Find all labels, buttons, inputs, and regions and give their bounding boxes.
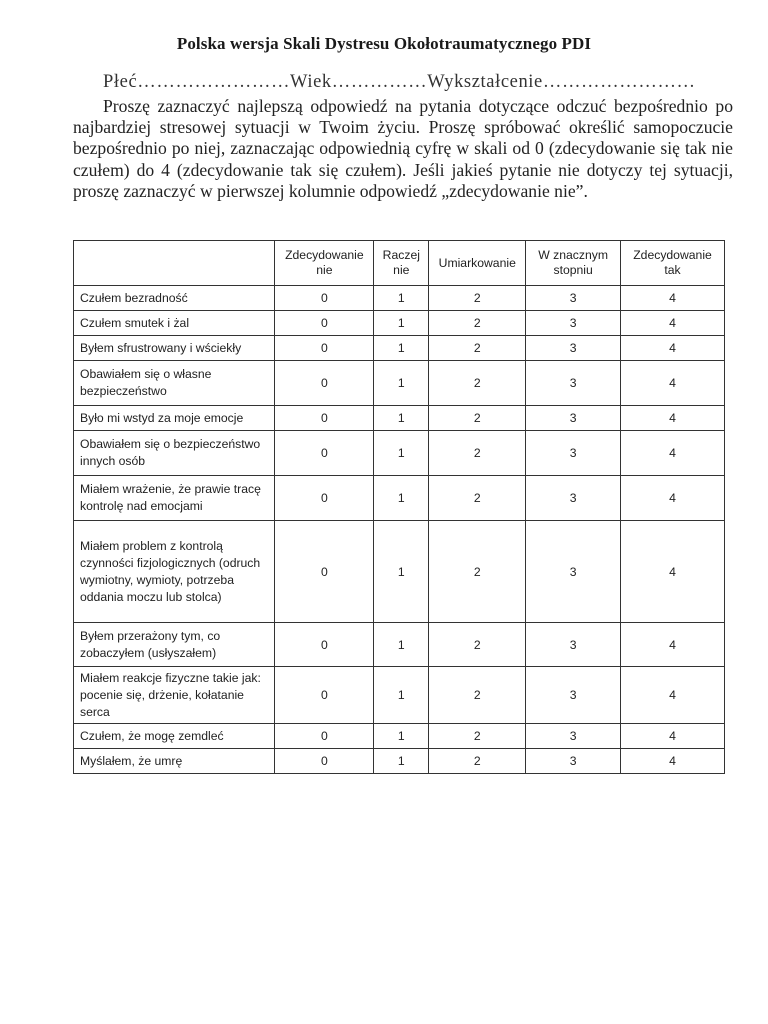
table-row <box>74 431 725 476</box>
item-label: Czułem smutek i żal <box>74 311 275 336</box>
instructions-paragraph <box>73 96 733 202</box>
scale-option-3[interactable]: 3 <box>526 431 621 476</box>
table-row <box>74 623 725 667</box>
scale-option-2[interactable]: 2 <box>429 476 526 521</box>
scale-option-1[interactable]: 1 <box>374 361 429 406</box>
header-option-1: Raczej nie <box>374 241 429 286</box>
item-label: Miałem problem z kontrolą czynności fizjologicznych (odruch wymiotny, wymioty, potrzeba oddania moczu lub stolca) <box>74 521 275 623</box>
scale-option-0[interactable]: 0 <box>275 311 374 336</box>
table-row <box>74 521 725 623</box>
scale-option-2[interactable]: 2 <box>429 623 526 667</box>
scale-option-3[interactable]: 3 <box>526 311 621 336</box>
scale-option-4[interactable]: 4 <box>621 749 725 774</box>
scale-option-1[interactable]: 1 <box>374 724 429 749</box>
scale-option-4[interactable]: 4 <box>621 623 725 667</box>
item-label: Myślałem, że umrę <box>74 749 275 774</box>
item-label: Czułem, że mogę zemdleć <box>74 724 275 749</box>
scale-option-3[interactable]: 3 <box>526 521 621 623</box>
scale-option-3[interactable]: 3 <box>526 623 621 667</box>
scale-option-4[interactable]: 4 <box>621 476 725 521</box>
scale-option-0[interactable]: 0 <box>275 336 374 361</box>
scale-option-0[interactable]: 0 <box>275 749 374 774</box>
scale-option-0[interactable]: 0 <box>275 623 374 667</box>
scale-option-3[interactable]: 3 <box>526 406 621 431</box>
scale-option-1[interactable]: 1 <box>374 667 429 724</box>
table-row <box>74 336 725 361</box>
scale-option-3[interactable]: 3 <box>526 336 621 361</box>
scale-option-0[interactable]: 0 <box>275 361 374 406</box>
scale-option-0[interactable]: 0 <box>275 406 374 431</box>
pdi-scale-table <box>73 240 725 774</box>
scale-option-1[interactable]: 1 <box>374 476 429 521</box>
scale-option-1[interactable]: 1 <box>374 749 429 774</box>
header-option-4: Zdecydowanie tak <box>621 241 725 286</box>
item-label: Byłem przerażony tym, co zobaczyłem (usłyszałem) <box>74 623 275 667</box>
scale-option-4[interactable]: 4 <box>621 431 725 476</box>
scale-option-2[interactable]: 2 <box>429 749 526 774</box>
scale-option-1[interactable]: 1 <box>374 336 429 361</box>
item-label: Było mi wstyd za moje emocje <box>74 406 275 431</box>
scale-option-2[interactable]: 2 <box>429 667 526 724</box>
scale-option-3[interactable]: 3 <box>526 724 621 749</box>
table-row <box>74 286 725 311</box>
table-row <box>74 311 725 336</box>
scale-option-2[interactable]: 2 <box>429 406 526 431</box>
scale-option-0[interactable]: 0 <box>275 286 374 311</box>
scale-option-4[interactable]: 4 <box>621 724 725 749</box>
table-header-row <box>74 241 725 286</box>
item-label: Miałem wrażenie, że prawie tracę kontrolę nad emocjami <box>74 476 275 521</box>
table-row <box>74 361 725 406</box>
scale-option-2[interactable]: 2 <box>429 724 526 749</box>
header-option-2: Umiarkowanie <box>429 241 526 286</box>
scale-option-4[interactable]: 4 <box>621 406 725 431</box>
item-label: Obawiałem się o własne bezpieczeństwo <box>74 361 275 406</box>
item-label: Czułem bezradność <box>74 286 275 311</box>
scale-option-2[interactable]: 2 <box>429 336 526 361</box>
scale-option-0[interactable]: 0 <box>275 521 374 623</box>
scale-option-1[interactable]: 1 <box>374 431 429 476</box>
scale-option-3[interactable]: 3 <box>526 476 621 521</box>
item-label: Miałem reakcje fizyczne takie jak: pocenie się, drżenie, kołatanie serca <box>74 667 275 724</box>
scale-option-1[interactable]: 1 <box>374 406 429 431</box>
scale-option-0[interactable]: 0 <box>275 667 374 724</box>
header-option-0: Zdecydowanie nie <box>275 241 374 286</box>
scale-option-3[interactable]: 3 <box>526 286 621 311</box>
header-item-column <box>74 241 275 286</box>
table-row <box>74 667 725 724</box>
item-label: Obawiałem się o bezpieczeństwo innych osób <box>74 431 275 476</box>
scale-option-2[interactable]: 2 <box>429 521 526 623</box>
item-label: Byłem sfrustrowany i wściekły <box>74 336 275 361</box>
instructions-text: Proszę zaznaczyć najlepszą odpowiedź na pytania dotyczące odczuć bezpośrednio po najbardziej stresowej sytuacji w Twoim życiu. Proszę spróbować określić samopoczucie bezpośrednio po niej, zaznaczając odpowiednią cyfrę w skali od 0 (zdecydowanie się tak nie czułem) do 4 (zdecydowanie tak się czułem). Jeśli jakieś pytanie nie dotyczy tej sytuacji, proszę zaznaczyć w pierwszej kolumnie odpowiedź „zdecydowanie nie”. <box>73 96 733 201</box>
scale-option-4[interactable]: 4 <box>621 286 725 311</box>
scale-option-0[interactable]: 0 <box>275 724 374 749</box>
table-row <box>74 749 725 774</box>
scale-option-4[interactable]: 4 <box>621 521 725 623</box>
table-row <box>74 476 725 521</box>
scale-option-3[interactable]: 3 <box>526 361 621 406</box>
header-option-3: W znacznym stopniu <box>526 241 621 286</box>
scale-option-3[interactable]: 3 <box>526 667 621 724</box>
scale-option-2[interactable]: 2 <box>429 361 526 406</box>
scale-option-4[interactable]: 4 <box>621 311 725 336</box>
scale-option-4[interactable]: 4 <box>621 336 725 361</box>
scale-option-2[interactable]: 2 <box>429 286 526 311</box>
scale-option-2[interactable]: 2 <box>429 431 526 476</box>
scale-option-1[interactable]: 1 <box>374 286 429 311</box>
scale-option-2[interactable]: 2 <box>429 311 526 336</box>
scale-option-1[interactable]: 1 <box>374 521 429 623</box>
demographics-fields: Płeć……………………Wiek……………Wykształcenie…………………… <box>103 72 696 92</box>
table-row <box>74 406 725 431</box>
scale-option-3[interactable]: 3 <box>526 749 621 774</box>
scale-option-1[interactable]: 1 <box>374 311 429 336</box>
page-title: Polska wersja Skali Dystresu Okołotraumatycznego PDI <box>176 34 592 53</box>
scale-option-0[interactable]: 0 <box>275 431 374 476</box>
table-row <box>74 724 725 749</box>
scale-option-0[interactable]: 0 <box>275 476 374 521</box>
scale-option-4[interactable]: 4 <box>621 361 725 406</box>
scale-option-1[interactable]: 1 <box>374 623 429 667</box>
scale-option-4[interactable]: 4 <box>621 667 725 724</box>
